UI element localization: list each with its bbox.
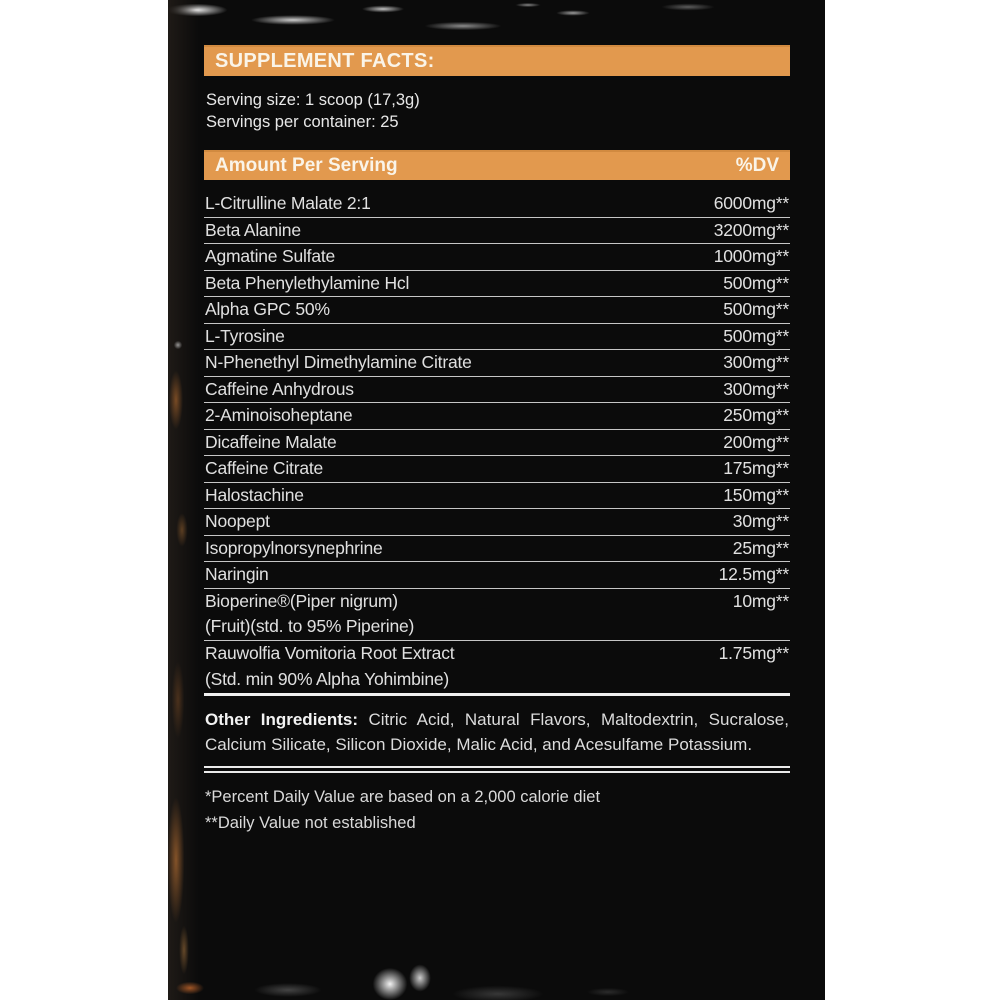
- ingredient-name-line2: (Fruit)(std. to 95% Piperine): [205, 616, 415, 636]
- ingredient-name: Dicaffeine Malate: [205, 431, 337, 452]
- ingredient-name: Agmatine Sulfate: [205, 246, 336, 266]
- serving-info: [204, 89, 790, 133]
- servings-per-container-text: Servings per container: 25: [206, 113, 399, 131]
- grunge-texture-left: [168, 0, 204, 1000]
- supplement-facts-banner: [204, 45, 790, 76]
- ingredient-amount: 10mg**: [732, 590, 789, 611]
- other-ingredients-text: Citric Acid, Natural Flavors, Maltodextrin, Sucralose, Calcium Silicate, Silicon Dioxide, Malic Acid, and Acesulfame Potassium.: [205, 709, 789, 754]
- supplement-facts-title: SUPPLEMENT FACTS:: [215, 50, 435, 72]
- ingredient-amount: 150mg**: [723, 484, 789, 505]
- ingredient-name: Beta Phenylethylamine Hcl: [205, 272, 410, 293]
- ingredient-amount: 1000mg**: [713, 246, 789, 266]
- ingredient-row: [204, 483, 790, 510]
- ingredient-amount: 175mg**: [723, 458, 789, 478]
- ingredient-row: [204, 509, 790, 536]
- ingredient-name: Naringin: [205, 564, 269, 584]
- ingredient-row: [204, 589, 790, 642]
- supplement-label: [168, 0, 825, 1000]
- ingredient-row: [204, 377, 790, 404]
- ingredient-amount: 500mg**: [723, 299, 789, 319]
- ingredient-amount: 500mg**: [723, 272, 789, 293]
- ingredient-row: [204, 456, 790, 483]
- ingredient-row: [204, 191, 790, 218]
- ingredient-amount: 12.5mg**: [718, 564, 789, 584]
- ingredient-amount: 300mg**: [723, 352, 789, 372]
- ingredient-name: L-Citrulline Malate 2:1: [205, 193, 371, 213]
- ingredient-amount: 25mg**: [732, 537, 789, 558]
- ingredient-row: [204, 244, 790, 271]
- ingredient-name: Halostachine: [205, 484, 304, 505]
- ingredient-row: [204, 297, 790, 324]
- ingredient-name: N-Phenethyl Dimethylamine Citrate: [205, 352, 472, 372]
- footnote-dv-not-established: **Daily Value not established: [205, 813, 416, 832]
- ingredient-name: Caffeine Anhydrous: [205, 378, 354, 399]
- ingredient-amount: 1.75mg**: [718, 643, 789, 663]
- ingredient-name: Caffeine Citrate: [205, 458, 324, 478]
- ingredient-name: 2-Aminoisoheptane: [205, 405, 353, 425]
- ingredient-name: Noopept: [205, 511, 270, 531]
- ingredient-amount: 30mg**: [732, 511, 789, 531]
- ingredient-name: Alpha GPC 50%: [205, 299, 330, 319]
- ingredient-row: [204, 536, 790, 563]
- serving-size-text: Serving size: 1 scoop (17,3g): [206, 91, 420, 109]
- other-ingredients-label: Other Ingredients:: [205, 709, 359, 729]
- ingredient-row: [204, 430, 790, 457]
- label-content: [204, 0, 790, 836]
- percent-dv-header: %DV: [735, 155, 779, 176]
- ingredient-name: L-Tyrosine: [205, 325, 285, 346]
- ingredient-amount: 3200mg**: [713, 219, 789, 240]
- ingredient-table: [204, 191, 790, 696]
- ingredient-name: Rauwolfia Vomitoria Root Extract: [205, 643, 455, 663]
- footnotes: [204, 784, 790, 836]
- ingredient-row: [204, 271, 790, 298]
- ingredient-row: [204, 562, 790, 589]
- ingredient-amount: 6000mg**: [713, 193, 789, 213]
- ingredient-amount: 250mg**: [723, 405, 789, 425]
- ingredient-amount: 300mg**: [723, 378, 789, 399]
- amount-per-serving-header: Amount Per Serving: [215, 155, 398, 176]
- other-ingredients-section: [204, 699, 790, 766]
- ingredient-row: [204, 218, 790, 245]
- ingredient-name: Bioperine®(Piper nigrum): [205, 590, 398, 611]
- ingredient-row: [204, 641, 790, 696]
- ingredient-name-line2: (Std. min 90% Alpha Yohimbine): [205, 668, 450, 689]
- ingredient-amount: 500mg**: [723, 325, 789, 346]
- amount-per-serving-banner: [204, 150, 790, 180]
- ingredient-name: Beta Alanine: [205, 219, 301, 240]
- double-rule-divider: [204, 766, 790, 773]
- ingredient-row: [204, 403, 790, 430]
- ingredient-name: Isopropylnorsynephrine: [205, 537, 383, 558]
- footnote-percent-dv: *Percent Daily Value are based on a 2,000 calorie diet: [205, 787, 601, 806]
- grunge-texture-bottom: [168, 948, 825, 1000]
- ingredient-row: [204, 324, 790, 351]
- ingredient-amount: 200mg**: [723, 431, 789, 452]
- ingredient-row: [204, 350, 790, 377]
